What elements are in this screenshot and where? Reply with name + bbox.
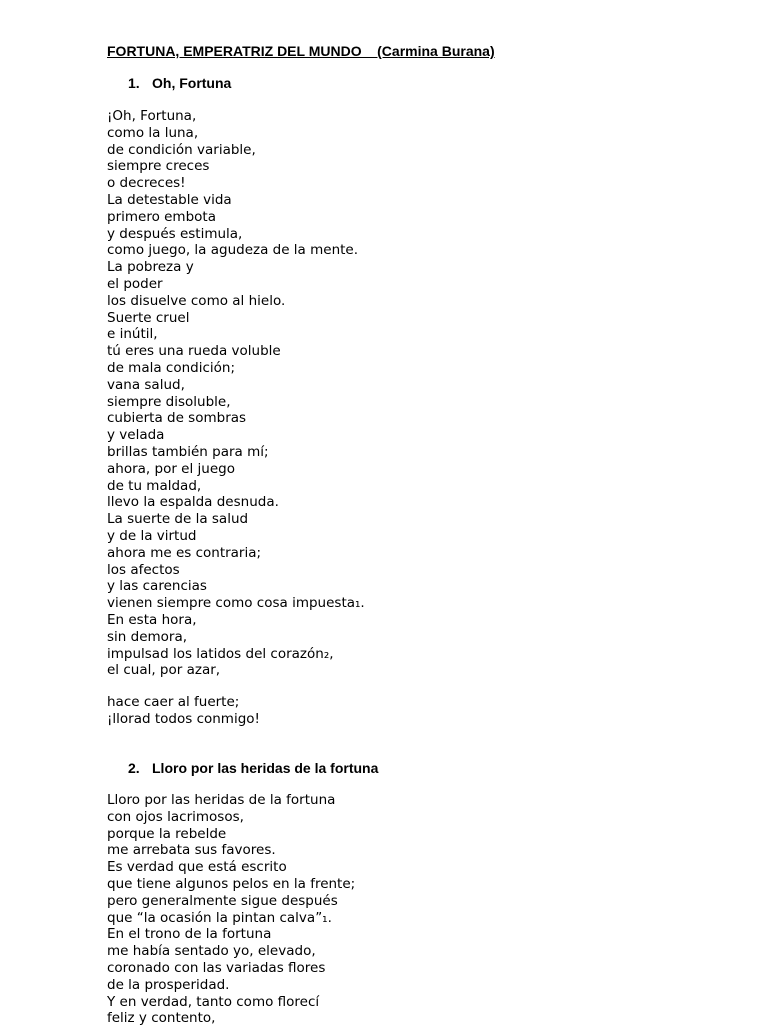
poem-line: de la prosperidad. xyxy=(107,976,230,993)
poem-line: pero generalmente sigue después xyxy=(107,892,338,909)
poem-line: y velada xyxy=(107,427,165,444)
section-heading-2 xyxy=(128,759,378,777)
poem-line: me arrebata sus favores. xyxy=(107,842,276,859)
poem-line: y después estimula, xyxy=(107,225,243,242)
poem-line: hace caer al fuerte; xyxy=(107,694,240,710)
poem-line: Lloro por las heridas de la fortuna xyxy=(107,792,336,808)
poem-line: vana salud, xyxy=(107,376,185,393)
document-title: FORTUNA, EMPERATRIZ DEL MUNDO (Carmina Burana) xyxy=(107,43,495,59)
section-title: Lloro por las heridas de la fortuna xyxy=(152,760,379,776)
poem-line: los disuelve como al hielo. xyxy=(107,292,286,309)
poem-line: ¡llorad todos conmigo! xyxy=(107,710,260,727)
poem-line: tú eres una rueda voluble xyxy=(107,343,281,360)
poem-line: e inútil, xyxy=(107,326,158,343)
poem-stanza xyxy=(107,694,260,728)
poem-line: ¡Oh, Fortuna, xyxy=(107,108,197,124)
poem-line: impulsad los latidos del corazón₂, xyxy=(107,645,334,662)
section-heading-1 xyxy=(128,74,231,92)
poem-line: el cual, por azar, xyxy=(107,662,221,679)
poem-line: ahora, por el juego xyxy=(107,460,235,477)
poem-line: brillas también para mí; xyxy=(107,443,269,460)
poem-line: coronado con las variadas flores xyxy=(107,959,326,976)
poem-line: o decreces! xyxy=(107,175,186,192)
poem-line: de condición variable, xyxy=(107,141,256,158)
poem-line: me había sentado yo, elevado, xyxy=(107,943,316,960)
poem-line: La suerte de la salud xyxy=(107,511,249,528)
poem-line: que “la ocasión la pintan calva”₁. xyxy=(107,909,332,926)
poem-line: que tiene algunos pelos en la frente; xyxy=(107,875,356,892)
poem-line: de tu maldad, xyxy=(107,477,202,494)
poem-line: La detestable vida xyxy=(107,191,232,208)
poem-line: feliz y contento, xyxy=(107,1010,216,1027)
poem-line: Suerte cruel xyxy=(107,309,190,326)
poem-line: sin demora, xyxy=(107,628,188,645)
poem-line: En el trono de la fortuna xyxy=(107,926,272,943)
section-number: 2. xyxy=(128,760,140,776)
poem-line: Es verdad que está escrito xyxy=(107,859,287,876)
poem-line: y de la virtud xyxy=(107,527,197,544)
poem-line: vienen siempre como cosa impuesta₁. xyxy=(107,595,365,612)
section-number: 1. xyxy=(128,75,140,91)
poem-line: como juego, la agudeza de la mente. xyxy=(107,242,359,259)
poem-line: como la luna, xyxy=(107,124,199,141)
poem-line: y las carencias xyxy=(107,578,207,595)
poem-line: siempre disoluble, xyxy=(107,393,231,410)
section-title: Oh, Fortuna xyxy=(152,75,232,91)
poem-line: el poder xyxy=(107,275,163,292)
poem-line: primero embota xyxy=(107,208,216,225)
poem-line: siempre creces xyxy=(107,158,210,175)
poem-line: llevo la espalda desnuda. xyxy=(107,494,279,511)
poem-line: La pobreza y xyxy=(107,259,194,276)
poem-line: ahora me es contraria; xyxy=(107,544,262,561)
poem-line: de mala condición; xyxy=(107,359,235,376)
poem-line: En esta hora, xyxy=(107,611,197,628)
poem-line: con ojos lacrimosos, xyxy=(107,808,244,825)
poem-line: Y en verdad, tanto como florecí xyxy=(107,993,320,1010)
poem-stanza xyxy=(107,108,365,679)
poem-stanza xyxy=(107,792,355,1027)
poem-line: cubierta de sombras xyxy=(107,410,247,427)
poem-line: porque la rebelde xyxy=(107,825,227,842)
poem-line: los afectos xyxy=(107,561,180,578)
